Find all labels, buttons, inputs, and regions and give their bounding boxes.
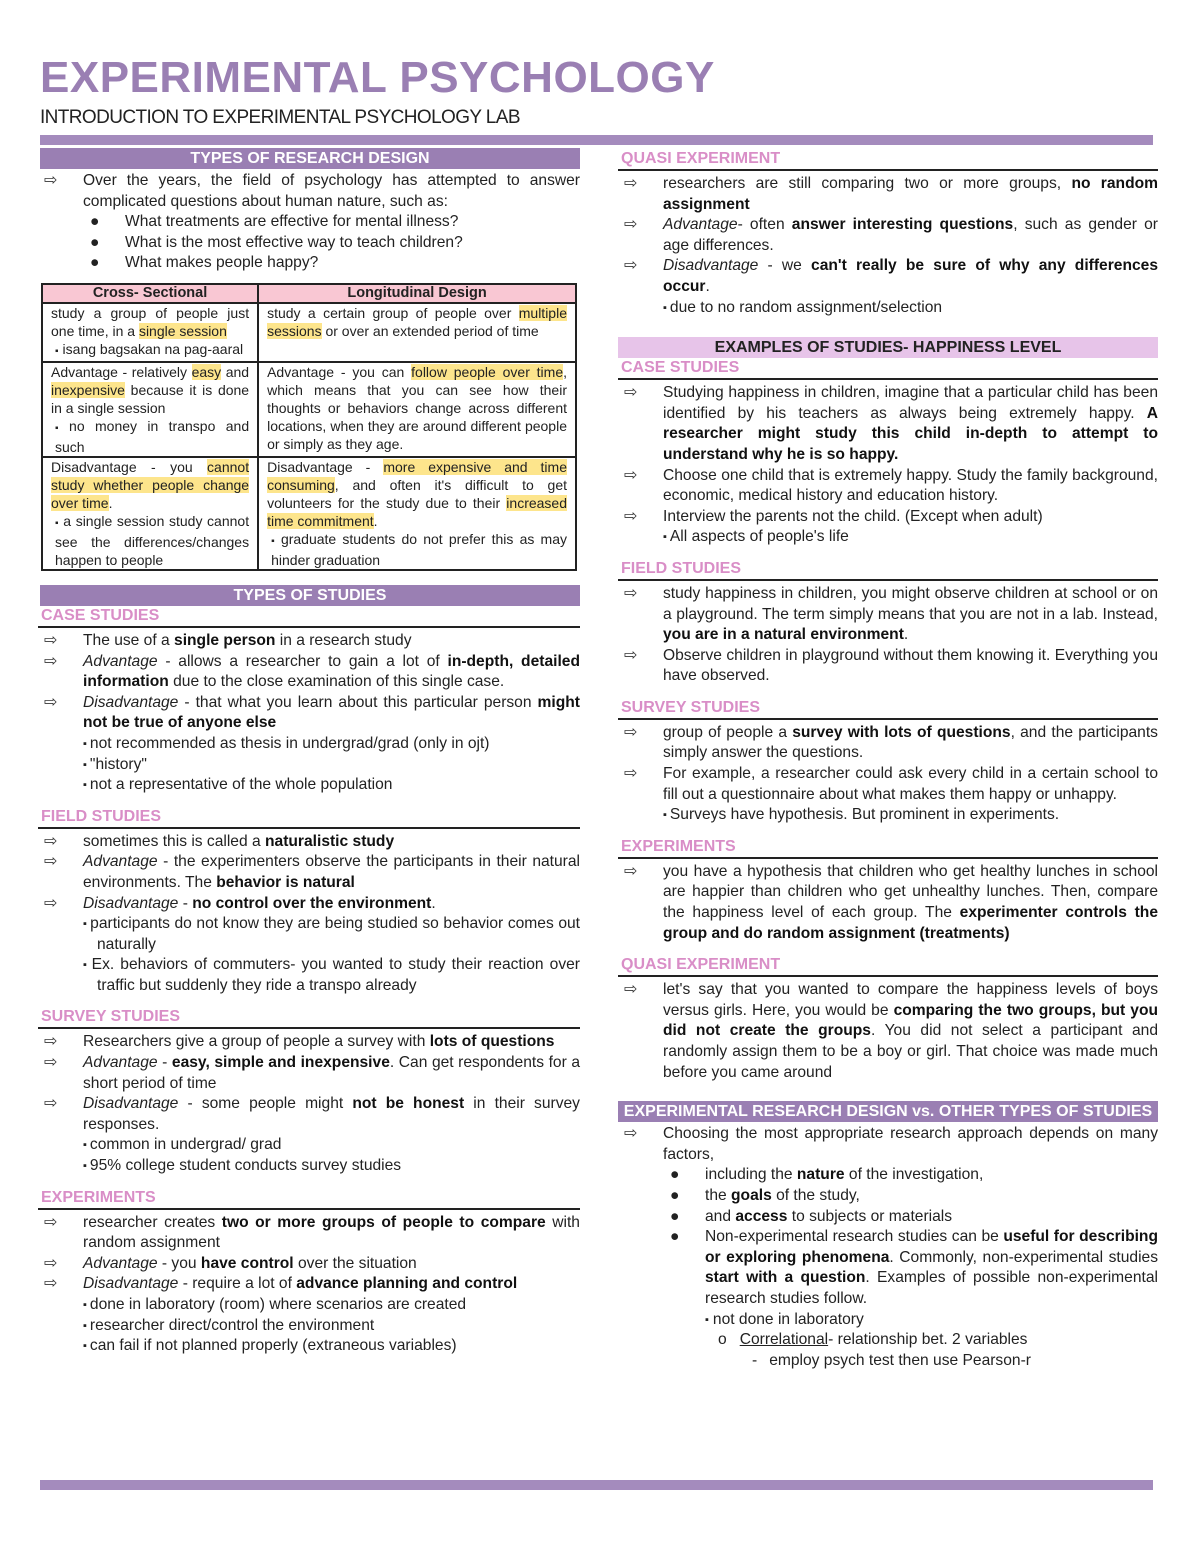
list-item: ▪ done in laboratory (room) where scenarios are created <box>83 1296 467 1313</box>
list-item: - employ psych test then use Pearson-r <box>752 1351 1031 1369</box>
bullet-icon: ● <box>90 254 100 272</box>
list-item: ▪ can fail if not planned properly (extraneous variables) <box>83 1337 457 1355</box>
list-item: ▪ "history" <box>83 755 147 773</box>
list-item: ⇨ Over the years, the field of psychology has attempted to answer complicated questions about human nature, such as: <box>44 172 580 210</box>
list-item: o Correlational- relationship bet. 2 variables <box>718 1331 1028 1349</box>
list-item: ⇨ Researchers give a group of people a survey with lots of questions <box>44 1033 555 1051</box>
arrow-icon: ⇨ <box>44 172 58 189</box>
bullet-icon: ● <box>90 213 100 231</box>
list-item: ● What makes people happy? <box>38 253 580 274</box>
list-item: ⇨ let's say that you wanted to compare the happiness levels of boys versus girls. Here, you would be comparing the two groups, but you did not create the groups. You did not select a participant and randomly assign them to be a boy or girl. That choice was made much before you came around <box>624 981 1158 1081</box>
list-item: ⇨ sometimes this is called a naturalistic study <box>44 832 395 850</box>
list-item: ▪ not a representative of the whole population <box>83 776 393 794</box>
list-item: ⇨ Advantage - you have control over the situation <box>44 1254 417 1272</box>
list-item: ⇨ researcher creates two or more groups of people to compare with random assignment <box>44 1213 580 1252</box>
subhead-quasi-experiment: QUASI EXPERIMENT <box>618 955 1158 977</box>
list-item: ⇨ The use of a single person in a research study <box>44 631 412 649</box>
list-item: ▪ common in undergrad/ grad <box>83 1136 282 1154</box>
table-cell: Disadvantage - more expensive and time consuming, and often it's difficult to get volunteers for the study due to their increased time commitment. ▪ graduate students do not prefer this as may hinder graduation <box>258 457 576 570</box>
list-item: ▪ not recommended as thesis in undergrad/grad (only in ojt) <box>83 734 490 752</box>
list-item: ▪ 95% college student conducts survey studies <box>83 1157 402 1175</box>
list-item: ▪ Ex. behaviors of commuters- you wanted to study their reaction over traffic but suddenly they ride a transpo already <box>83 956 580 994</box>
list-item: ▪ not done in laboratory <box>705 1310 864 1328</box>
top-divider <box>40 135 1153 145</box>
subhead-field-studies: FIELD STUDIES <box>618 559 1158 581</box>
section-banner-experimental-vs-other: EXPERIMENTAL RESEARCH DESIGN vs. OTHER TYPES OF STUDIES <box>618 1101 1158 1122</box>
list-item: ⇨ Advantage - the experimenters observe the participants in their natural environments. The behavior is natural <box>44 853 580 891</box>
section-banner-examples: EXAMPLES OF STUDIES- HAPPINESS LEVEL <box>618 337 1158 358</box>
list-item: ⇨ Observe children in playground without them knowing it. Everything you have observed. <box>624 646 1158 685</box>
list-item: ⇨ you have a hypothesis that children who get healthy lunches in school are happier than children who get unhealthy lunches. Then, compare the happiness level of each group. The experimenter controls the group and do random assignment (treatments) <box>624 862 1159 942</box>
left-column <box>38 148 580 1357</box>
bottom-divider <box>40 1480 1153 1490</box>
list-item: ⇨ For example, a researcher could ask every child in a certain school to fill out a questionnaire about what makes them happy or unhappy. <box>624 765 1158 803</box>
section-banner-types-of-studies: TYPES OF STUDIES <box>40 585 580 606</box>
list-item: ● the goals of the study, <box>670 1186 860 1204</box>
list-item: ⇨ group of people a survey with lots of questions, and the participants simply answer the questions. <box>624 723 1158 762</box>
table-header: Longitudinal Design <box>258 284 576 303</box>
table-cell: Advantage - relatively easy and inexpensive because it is done in a single session ▪ no money in transpo and such <box>42 362 258 457</box>
list-item: ⇨ Disadvantage - we can't really be sure of why any differences occur. <box>624 257 1159 295</box>
list-item: ⇨ researchers are still comparing two or more groups, no random assignment <box>624 175 1158 213</box>
table-cell: Advantage - you can follow people over time, which means that you can see how their thoughts or behaviors change across different locations, when they are around different people or simply as they age. <box>258 362 576 457</box>
page-title: EXPERIMENTAL PSYCHOLOGY <box>40 53 715 102</box>
list-item: ⇨ Choosing the most appropriate research approach depends on many factors, <box>624 1125 1158 1163</box>
list-item: ⇨ Advantage - allows a researcher to gain a lot of in-depth, detailed information due to the close examination of this single case. <box>44 652 580 691</box>
table-header: Cross- Sectional <box>42 284 258 303</box>
comparison-table <box>41 283 577 571</box>
bullet-icon: ● <box>90 233 100 251</box>
list-item: ⇨ Disadvantage - no control over the environment. <box>44 894 436 912</box>
list-item: ● and access to subjects or materials <box>670 1207 953 1225</box>
list-item: ● including the nature of the investigation, <box>670 1166 984 1184</box>
list-item: ⇨ Interview the parents not the child. (Except when adult) <box>624 507 1043 525</box>
list-item: ▪ All aspects of people's life <box>663 528 849 546</box>
page-subtitle: INTRODUCTION TO EXPERIMENTAL PSYCHOLOGY LAB <box>40 107 520 128</box>
list-item: ▪ participants do not know they are being studied so behavior comes out naturally <box>83 915 581 953</box>
list-item: ▪ Surveys have hypothesis. But prominent in experiments. <box>663 806 1060 824</box>
list-item: ⇨ Studying happiness in children, imagine that a particular child has been identified by his teachers as always being extremely happy. A researcher might study this child in-depth to attempt to understand why he is so happy. <box>624 384 1158 463</box>
right-column <box>618 148 1158 1371</box>
list-item: ● Non-experimental research studies can be useful for describing or exploring phenomena. Commonly, non-experimental studies start with a question. Examples of possible non-experimental research studies follow. <box>670 1228 1158 1307</box>
list-item: ● What treatments are effective for mental illness? <box>38 212 580 233</box>
list-item: ⇨ Advantage - easy, simple and inexpensive. Can get respondents for a short period of time <box>44 1054 581 1092</box>
list-item: ● What is the most effective way to teach children? <box>38 233 580 254</box>
list-item: ⇨ Disadvantage - that what you learn about this particular person might not be true of anyone else <box>44 693 580 732</box>
section-banner-research-design: TYPES OF RESEARCH DESIGN <box>40 148 580 169</box>
subhead-quasi-experiment: QUASI EXPERIMENT <box>618 148 1158 171</box>
list-item: ▪ due to no random assignment/selection <box>663 298 943 316</box>
subhead-experiments: EXPERIMENTS <box>618 837 1158 859</box>
subhead-case-studies: CASE STUDIES <box>618 358 1158 380</box>
table-cell: study a group of people just one time, in a single session ▪ isang bagsakan na pag-aaral <box>42 303 258 362</box>
subhead-survey-studies: SURVEY STUDIES <box>618 698 1158 720</box>
list-item: ⇨ Disadvantage - require a lot of advance planning and control <box>44 1275 518 1293</box>
subhead-experiments: EXPERIMENTS <box>38 1188 580 1210</box>
subhead-field-studies: FIELD STUDIES <box>38 807 580 829</box>
table-cell: Disadvantage - you cannot study whether people change over time. ▪ a single session study cannot see the differences/changes happen to people <box>42 457 258 570</box>
list-item: ⇨ study happiness in children, you might observe children at school or on a playground. The term simply means that you are not in a lab. Instead, you are in a natural environment. <box>624 584 1158 644</box>
subhead-case-studies: CASE STUDIES <box>38 606 580 628</box>
list-item: ▪ researcher direct/control the environment <box>83 1316 375 1334</box>
list-item: ⇨ Choose one child that is extremely happy. Study the family background, economic, medical history and education history. <box>624 466 1158 505</box>
subhead-survey-studies: SURVEY STUDIES <box>38 1007 580 1029</box>
list-item: ⇨ Advantage- often answer interesting questions, such as gender or age differences. <box>624 216 1158 254</box>
table-cell: study a certain group of people over multiple sessions or over an extended period of time <box>258 303 576 362</box>
list-item: ⇨ Disadvantage - some people might not be honest in their survey responses. <box>44 1095 580 1133</box>
